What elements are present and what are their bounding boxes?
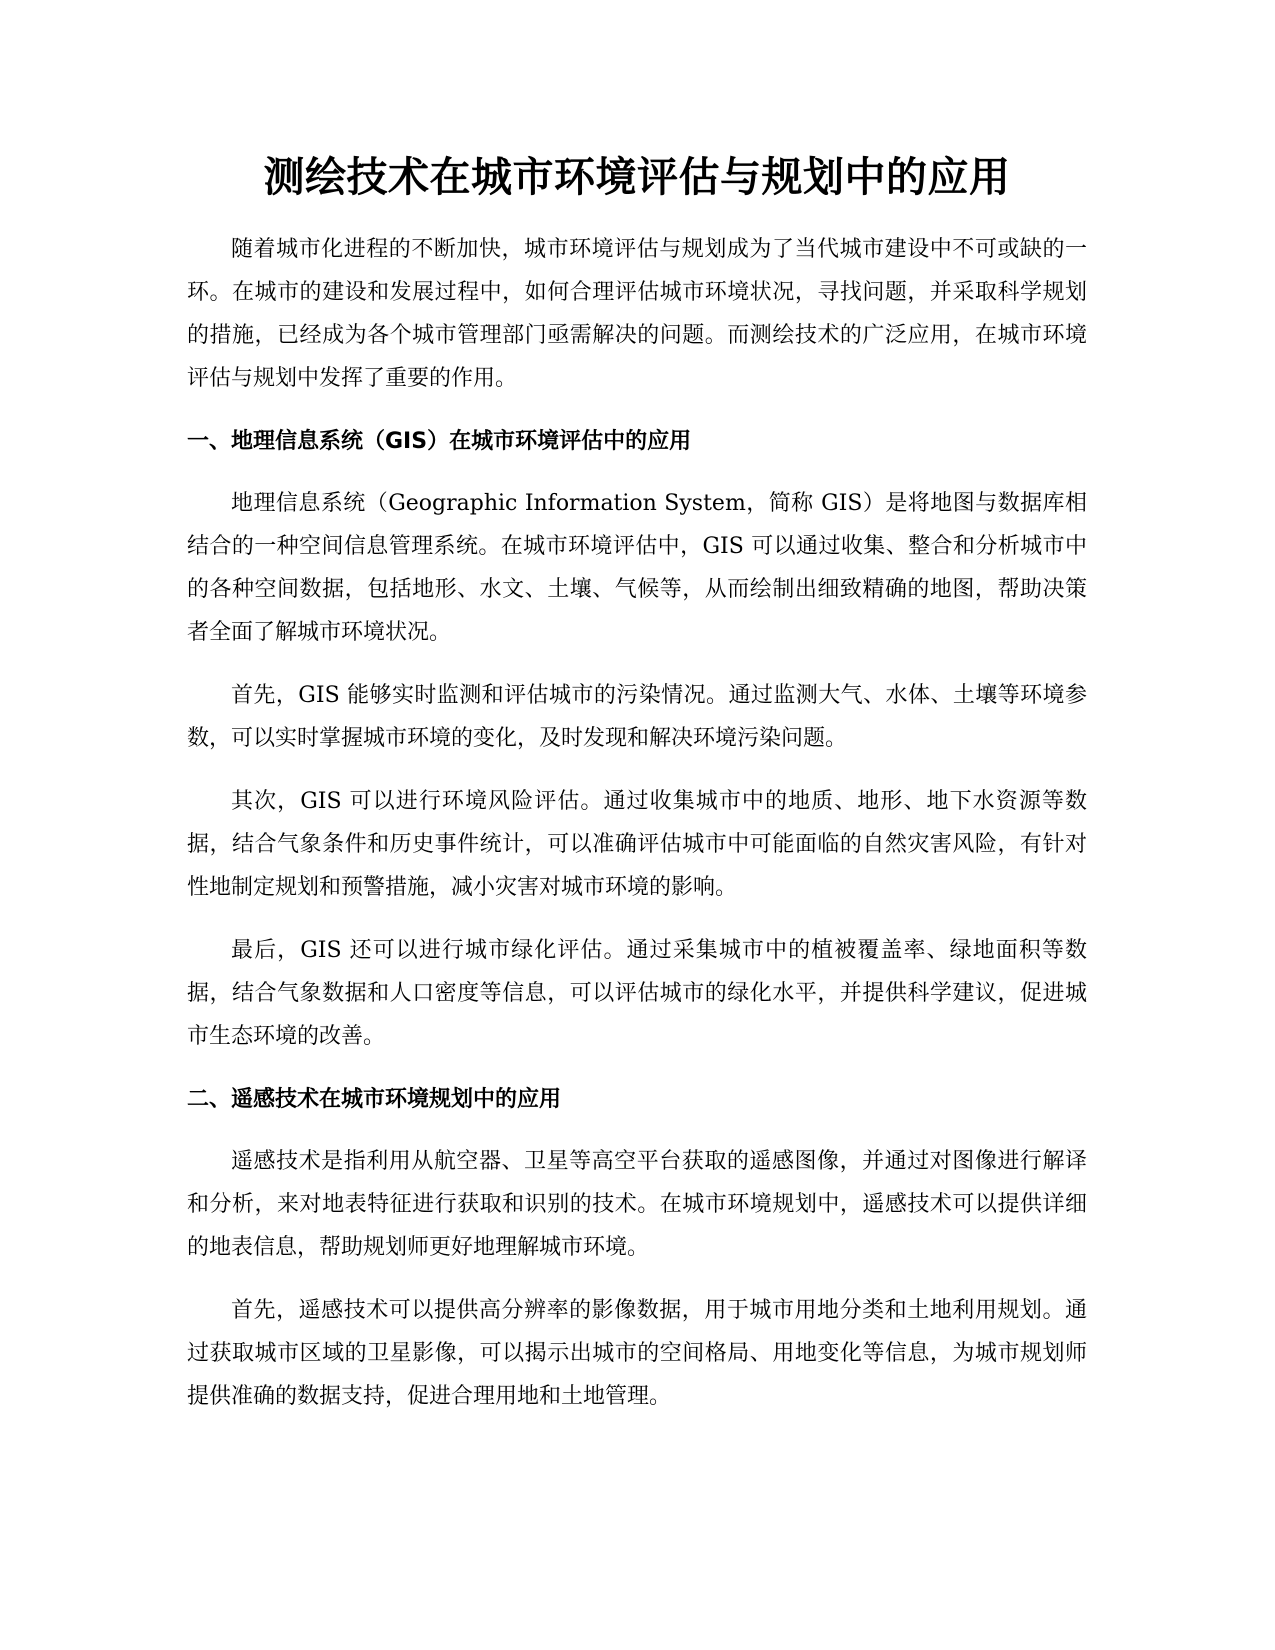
section-1-heading: 一、地理信息系统（GIS）在城市环境评估中的应用 [187,429,692,454]
section-1-paragraph-2: 首先，GIS 能够实时监测和评估城市的污染情况。通过监测大气、水体、土壤等环境参数，可以实时掌握城市环境的变化，及时发现和解决环境污染问题。 [187,683,1087,751]
section-2-paragraph-1: 遥感技术是指利用从航空器、卫星等高空平台获取的遥感图像，并通过对图像进行解译和分析，来对地表特征进行获取和识别的技术。在城市环境规划中，遥感技术可以提供详细的地表信息，帮助规划师更好地理解城市环境。 [187,1149,1087,1260]
intro-paragraph: 随着城市化进程的不断加快，城市环境评估与规划成为了当代城市建设中不可或缺的一环。在城市的建设和发展过程中，如何合理评估城市环境状况，寻找问题，并采取科学规划的措施，已经成为各个城市管理部门亟需解决的问题。而测绘技术的广泛应用，在城市环境评估与规划中发挥了重要的作用。 [187,237,1087,391]
section-1-paragraph-1: 地理信息系统（Geographic Information System，简称 GIS）是将地图与数据库相结合的一种空间信息管理系统。在城市环境评估中，GIS 可以通过收集、整合和分析城市中的各种空间数据，包括地形、水文、土壤、气候等，从而绘制出细致精确的地图，帮助决策者全面了解城市环境状况。 [187,491,1087,645]
section-2-paragraph-2: 首先，遥感技术可以提供高分辨率的影像数据，用于城市用地分类和土地利用规划。通过获取城市区域的卫星影像，可以揭示出城市的空间格局、用地变化等信息，为城市规划师提供准确的数据支持，促进合理用地和土地管理。 [187,1298,1087,1409]
section-2-heading: 二、遥感技术在城市环境规划中的应用 [187,1087,562,1112]
document-body [187,146,1087,1438]
document-title: 测绘技术在城市环境评估与规划中的应用 [263,153,1011,201]
section-1-paragraph-4: 最后，GIS 还可以进行城市绿化评估。通过采集城市中的植被覆盖率、绿地面积等数据，结合气象数据和人口密度等信息，可以评估城市的绿化水平，并提供科学建议，促进城市生态环境的改善。 [187,938,1087,1049]
section-1-paragraph-3: 其次，GIS 可以进行环境风险评估。通过收集城市中的地质、地形、地下水资源等数据，结合气象条件和历史事件统计，可以准确评估城市中可能面临的自然灾害风险，有针对性地制定规划和预警措施，减小灾害对城市环境的影响。 [187,789,1087,900]
